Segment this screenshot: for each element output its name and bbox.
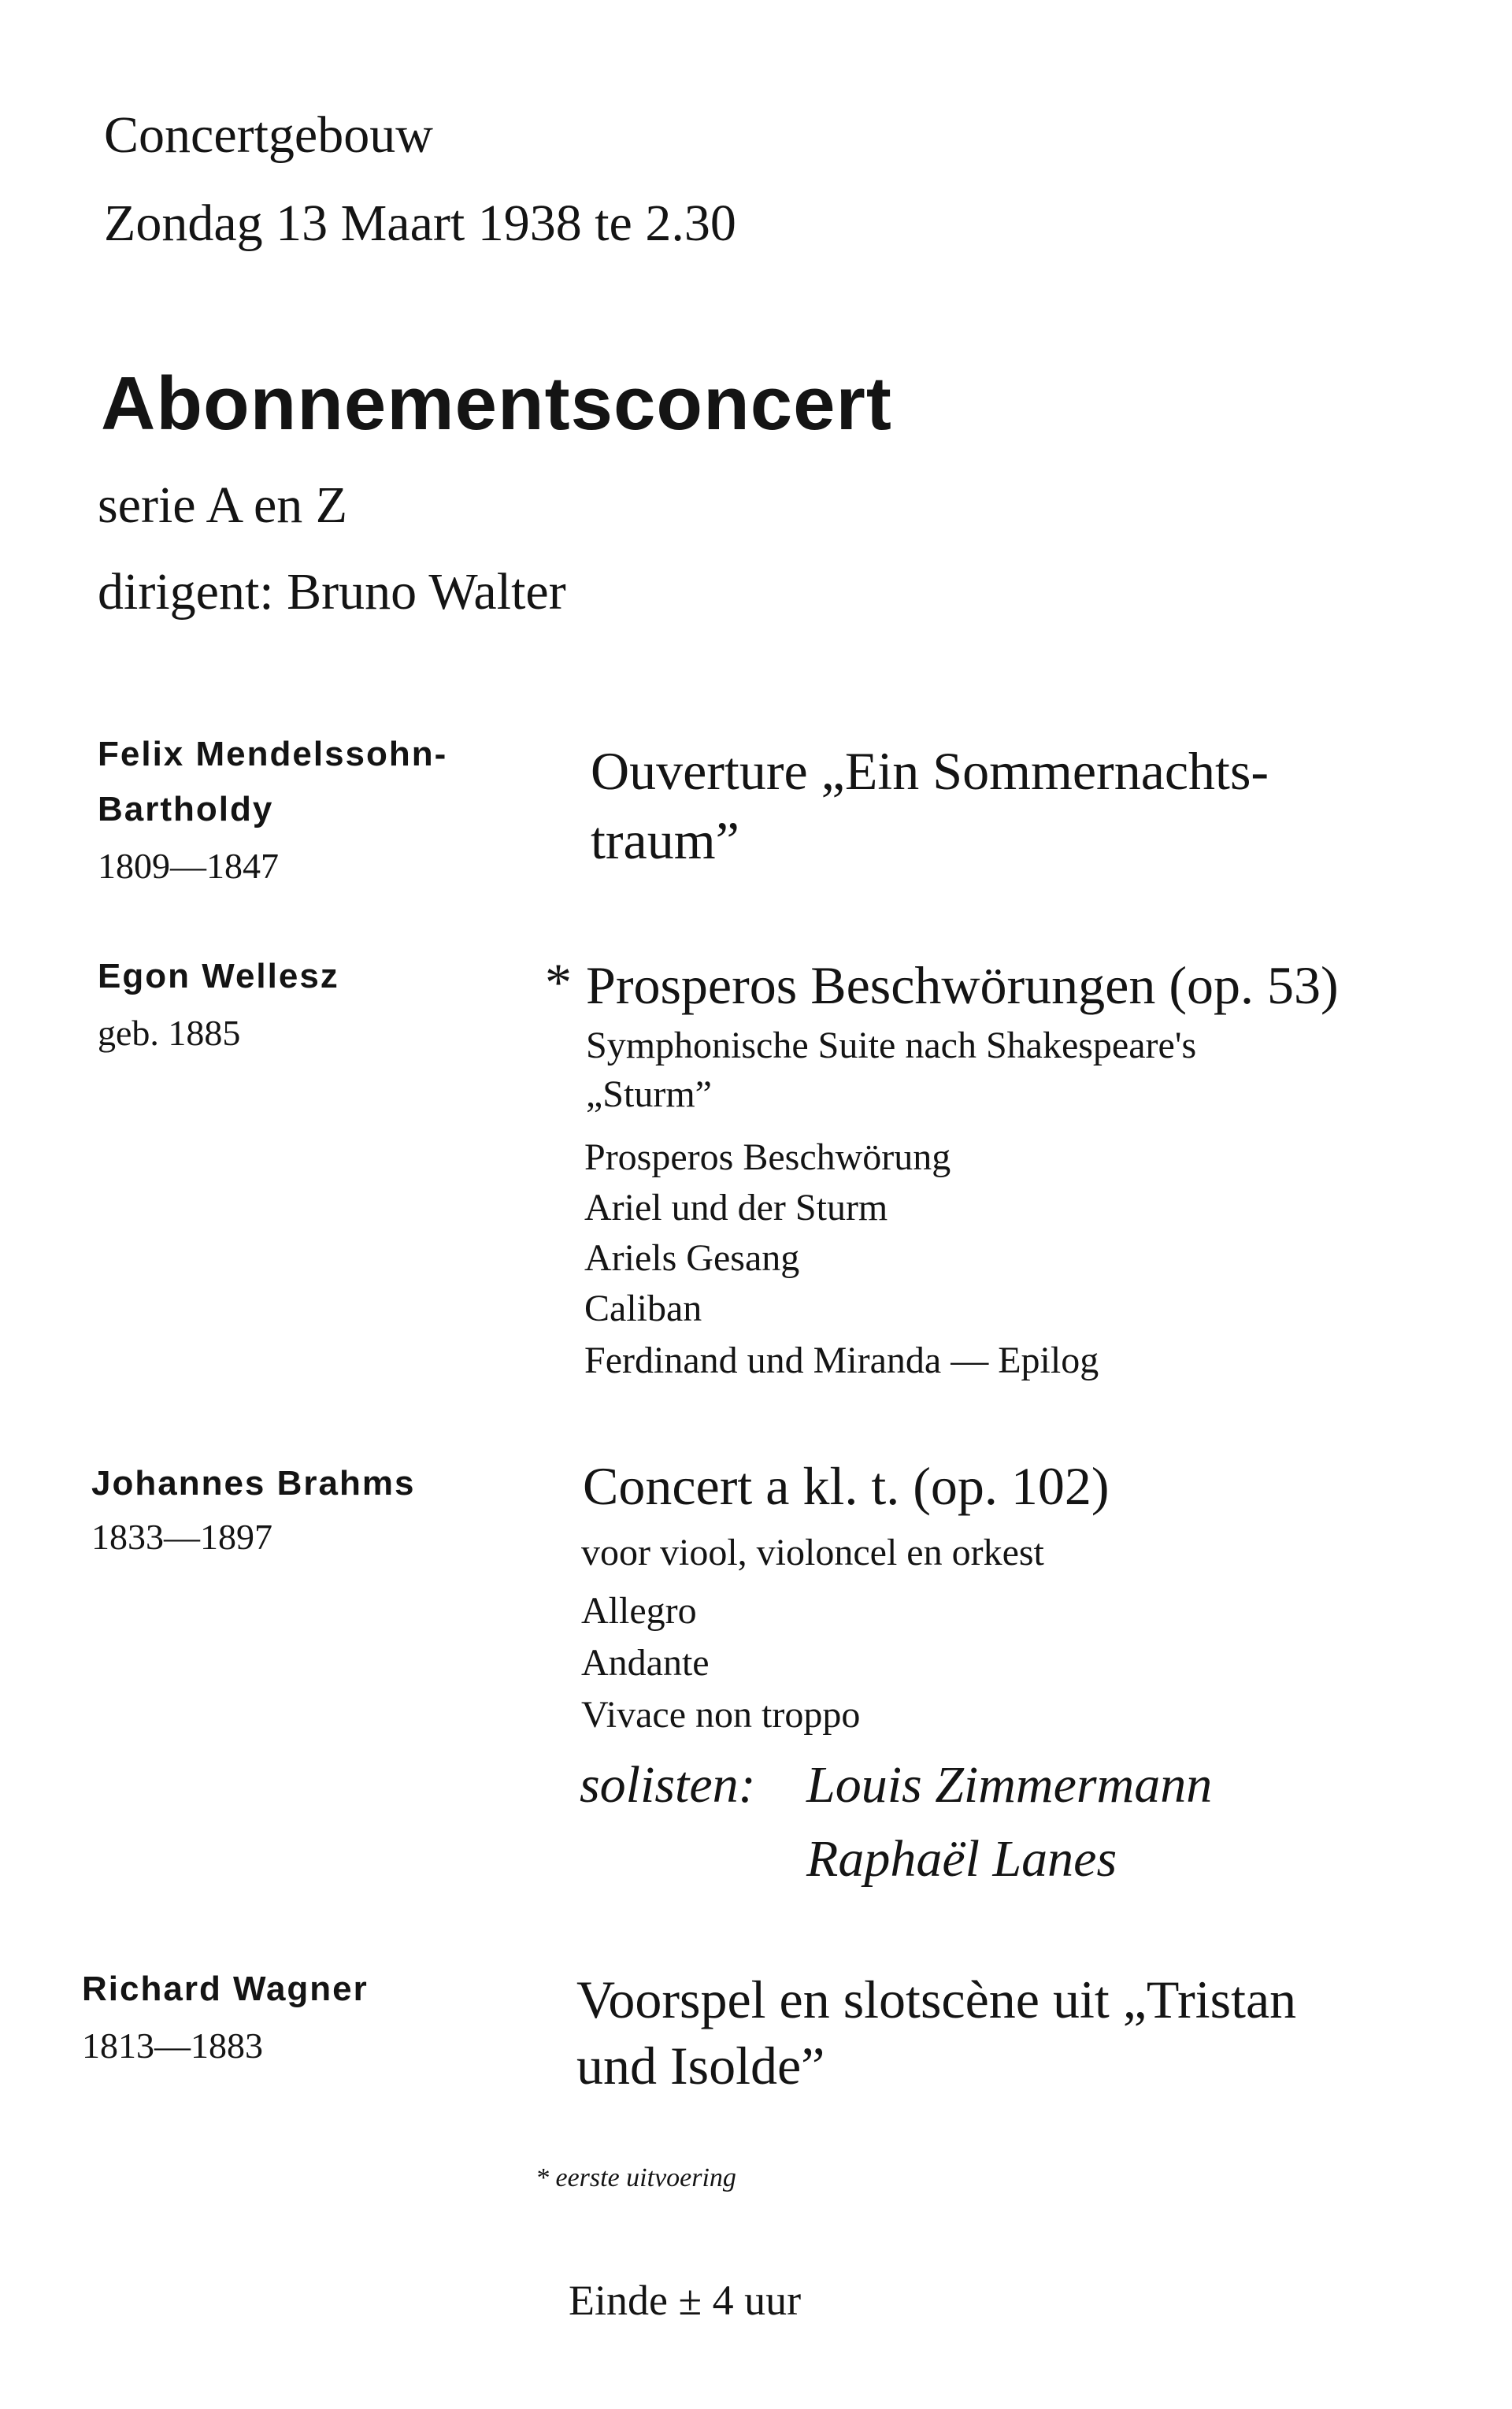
composer-name: Egon Wellesz: [98, 957, 339, 995]
work-title: Ouverture „Ein Sommernachts-: [591, 741, 1269, 801]
work-subtitle: Symphonische Suite nach Shakespeare's: [586, 1025, 1197, 1066]
work-title: Concert a kl. t. (op. 102): [583, 1456, 1110, 1516]
concert-date: Zondag 13 Maart 1938 te 2.30: [104, 195, 736, 252]
composer-name: Johannes Brahms: [91, 1464, 416, 1503]
soloist-name: Raphaël Lanes: [806, 1830, 1117, 1888]
work-subtitle: „Sturm”: [586, 1073, 712, 1115]
composer-years: 1813—1883: [82, 2025, 263, 2066]
movement: Allegro: [581, 1590, 697, 1632]
conductor: dirigent: Bruno Walter: [98, 563, 566, 621]
composer-years: 1809—1847: [98, 846, 279, 886]
movement: Ariels Gesang: [584, 1237, 800, 1279]
movement: Prosperos Beschwörung: [584, 1136, 951, 1178]
composer-years: 1833—1897: [91, 1517, 272, 1557]
footnote: [536, 2161, 736, 2196]
work-title: und Isolde”: [576, 2036, 825, 2096]
concert-series: serie A en Z: [98, 476, 348, 534]
movement: Vivace non troppo: [581, 1694, 861, 1736]
footnote-text: eerste uitvoering: [555, 2163, 736, 2192]
soloists-label: solisten:: [580, 1756, 756, 1814]
venue: Concertgebouw: [104, 106, 433, 164]
work-title: traum”: [591, 810, 739, 870]
work-title: Voorspel en slotscène uit „Tristan: [576, 1970, 1297, 2029]
composer-name: Richard Wagner: [82, 1970, 369, 2008]
end-time: Einde ± 4 uur: [569, 2277, 802, 2324]
movement: Andante: [581, 1642, 710, 1684]
footnote-marker: *: [536, 2163, 549, 2192]
soloist-name: Louis Zimmermann: [806, 1756, 1213, 1814]
work-subtitle: voor viool, violoncel en orkest: [581, 1532, 1044, 1573]
first-performance-marker: *: [545, 952, 572, 1012]
movement: Ariel und der Sturm: [584, 1187, 888, 1229]
movement: Caliban: [584, 1288, 702, 1329]
composer-name: Bartholdy: [98, 790, 274, 828]
concert-title: Abonnementsconcert: [101, 361, 892, 446]
composer-name: Felix Mendelssohn-: [98, 735, 448, 773]
composer-years: geb. 1885: [98, 1013, 241, 1053]
movement: Ferdinand und Miranda — Epilog: [584, 1340, 1099, 1381]
work-title: Prosperos Beschwörungen (op. 53): [586, 955, 1339, 1015]
